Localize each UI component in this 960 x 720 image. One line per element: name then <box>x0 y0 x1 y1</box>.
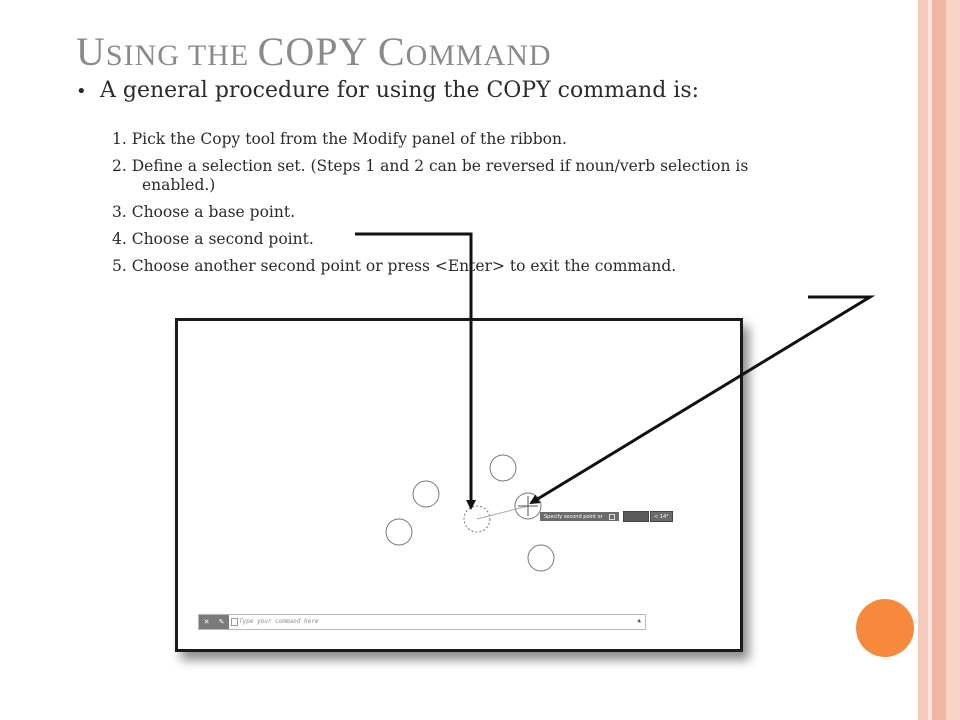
angle-readout: < 14° <box>650 511 673 522</box>
chevron-up-icon[interactable]: ▲ <box>637 617 641 624</box>
arrow-base-point <box>355 234 471 508</box>
title-cap-u: U <box>76 29 106 74</box>
step-3: 3. Choose a base point. <box>112 203 296 221</box>
step-2-continuation: enabled.) <box>142 176 216 194</box>
step-1: 1. Pick the Copy tool from the Modify panel of the ribbon. <box>112 130 567 148</box>
tooltip-text: Specify second point or <box>544 513 603 520</box>
title-smallcaps-1: SING THE <box>105 39 258 72</box>
step-2-text: 2. Define a selection set. (Steps 1 and 2 can be reversed if noun/verb selection is <box>112 157 749 175</box>
step-5: 5. Choose another second point or press <Enter> to exit the command. <box>112 257 677 275</box>
close-icon[interactable]: ✕ <box>203 618 210 626</box>
bullet-icon: • <box>76 81 87 102</box>
arrow-second-point <box>531 297 870 503</box>
step-4: 4. Choose a second point. <box>112 230 314 248</box>
title-copy: COPY <box>257 29 378 74</box>
title-cap-c: C <box>377 29 406 74</box>
bullet-text: A general procedure for using the COPY command is: <box>100 78 700 103</box>
command-input[interactable]: Type your command here <box>239 618 319 625</box>
wrench-icon[interactable]: ✎ <box>218 618 225 626</box>
title-smallcaps-2: OMMAND <box>405 39 552 72</box>
